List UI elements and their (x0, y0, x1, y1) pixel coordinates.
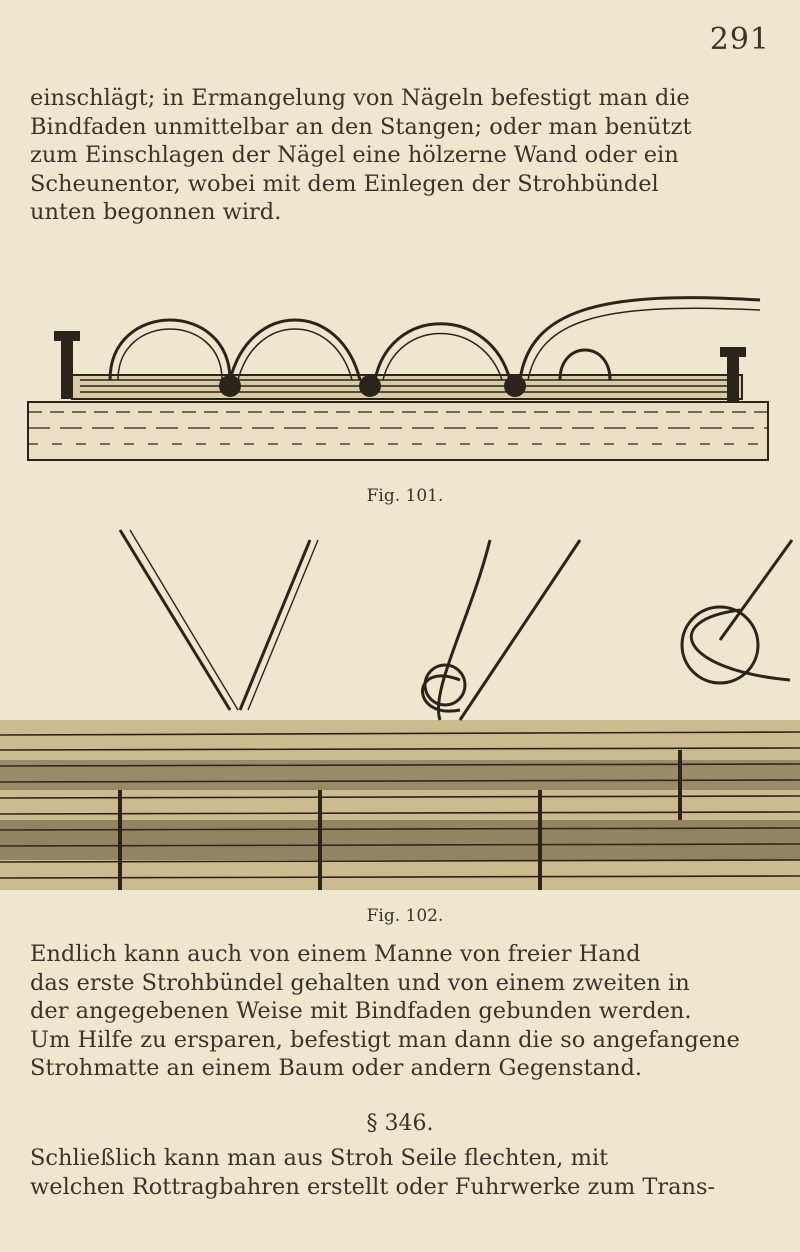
text-line: Strohmatte an einem Baum oder andern Gegenstand. (30, 1055, 643, 1081)
text-line: das erste Strohbündel gehalten und von einem zweiten in (30, 969, 690, 996)
text-line: unten begonnen wird. (30, 199, 282, 225)
text-line: welchen Rottragbahren erstellt oder Fuhrwerke zum Trans- (30, 1173, 716, 1200)
text-line: Bindfaden unmittelbar an den Stangen; oder man benützt (30, 113, 692, 140)
text-line: einschlägt; in Ermangelung von Nägeln befestigt man die (30, 85, 690, 111)
figure-102-illustration (0, 520, 800, 900)
paragraph-bottom (30, 1144, 772, 1201)
figure-102-caption: Fig. 102. (366, 906, 444, 926)
text-line: Endlich kann auch von einem Manne von freier Hand (30, 941, 641, 967)
text-line: Scheunentor, wobei mit dem Einlegen der Strohbündel (30, 170, 659, 197)
text-line: der angegebenen Weise mit Bindfaden gebunden werden. (30, 998, 692, 1024)
paragraph-top (30, 84, 772, 227)
text-line: Um Hilfe zu ersparen, befestigt man dann die so angefangene (30, 1026, 740, 1053)
page-number: 291 (709, 22, 770, 57)
figure-101-caption: Fig. 101. (366, 486, 444, 506)
text-line: zum Einschlagen der Nägel eine hölzerne Wand oder ein (30, 142, 679, 168)
text-line: Schließlich kann man aus Stroh Seile flechten, mit (30, 1145, 609, 1171)
paragraph-middle (30, 940, 772, 1083)
section-heading: § 346. (366, 1111, 434, 1136)
figure-101-illustration (0, 280, 800, 480)
